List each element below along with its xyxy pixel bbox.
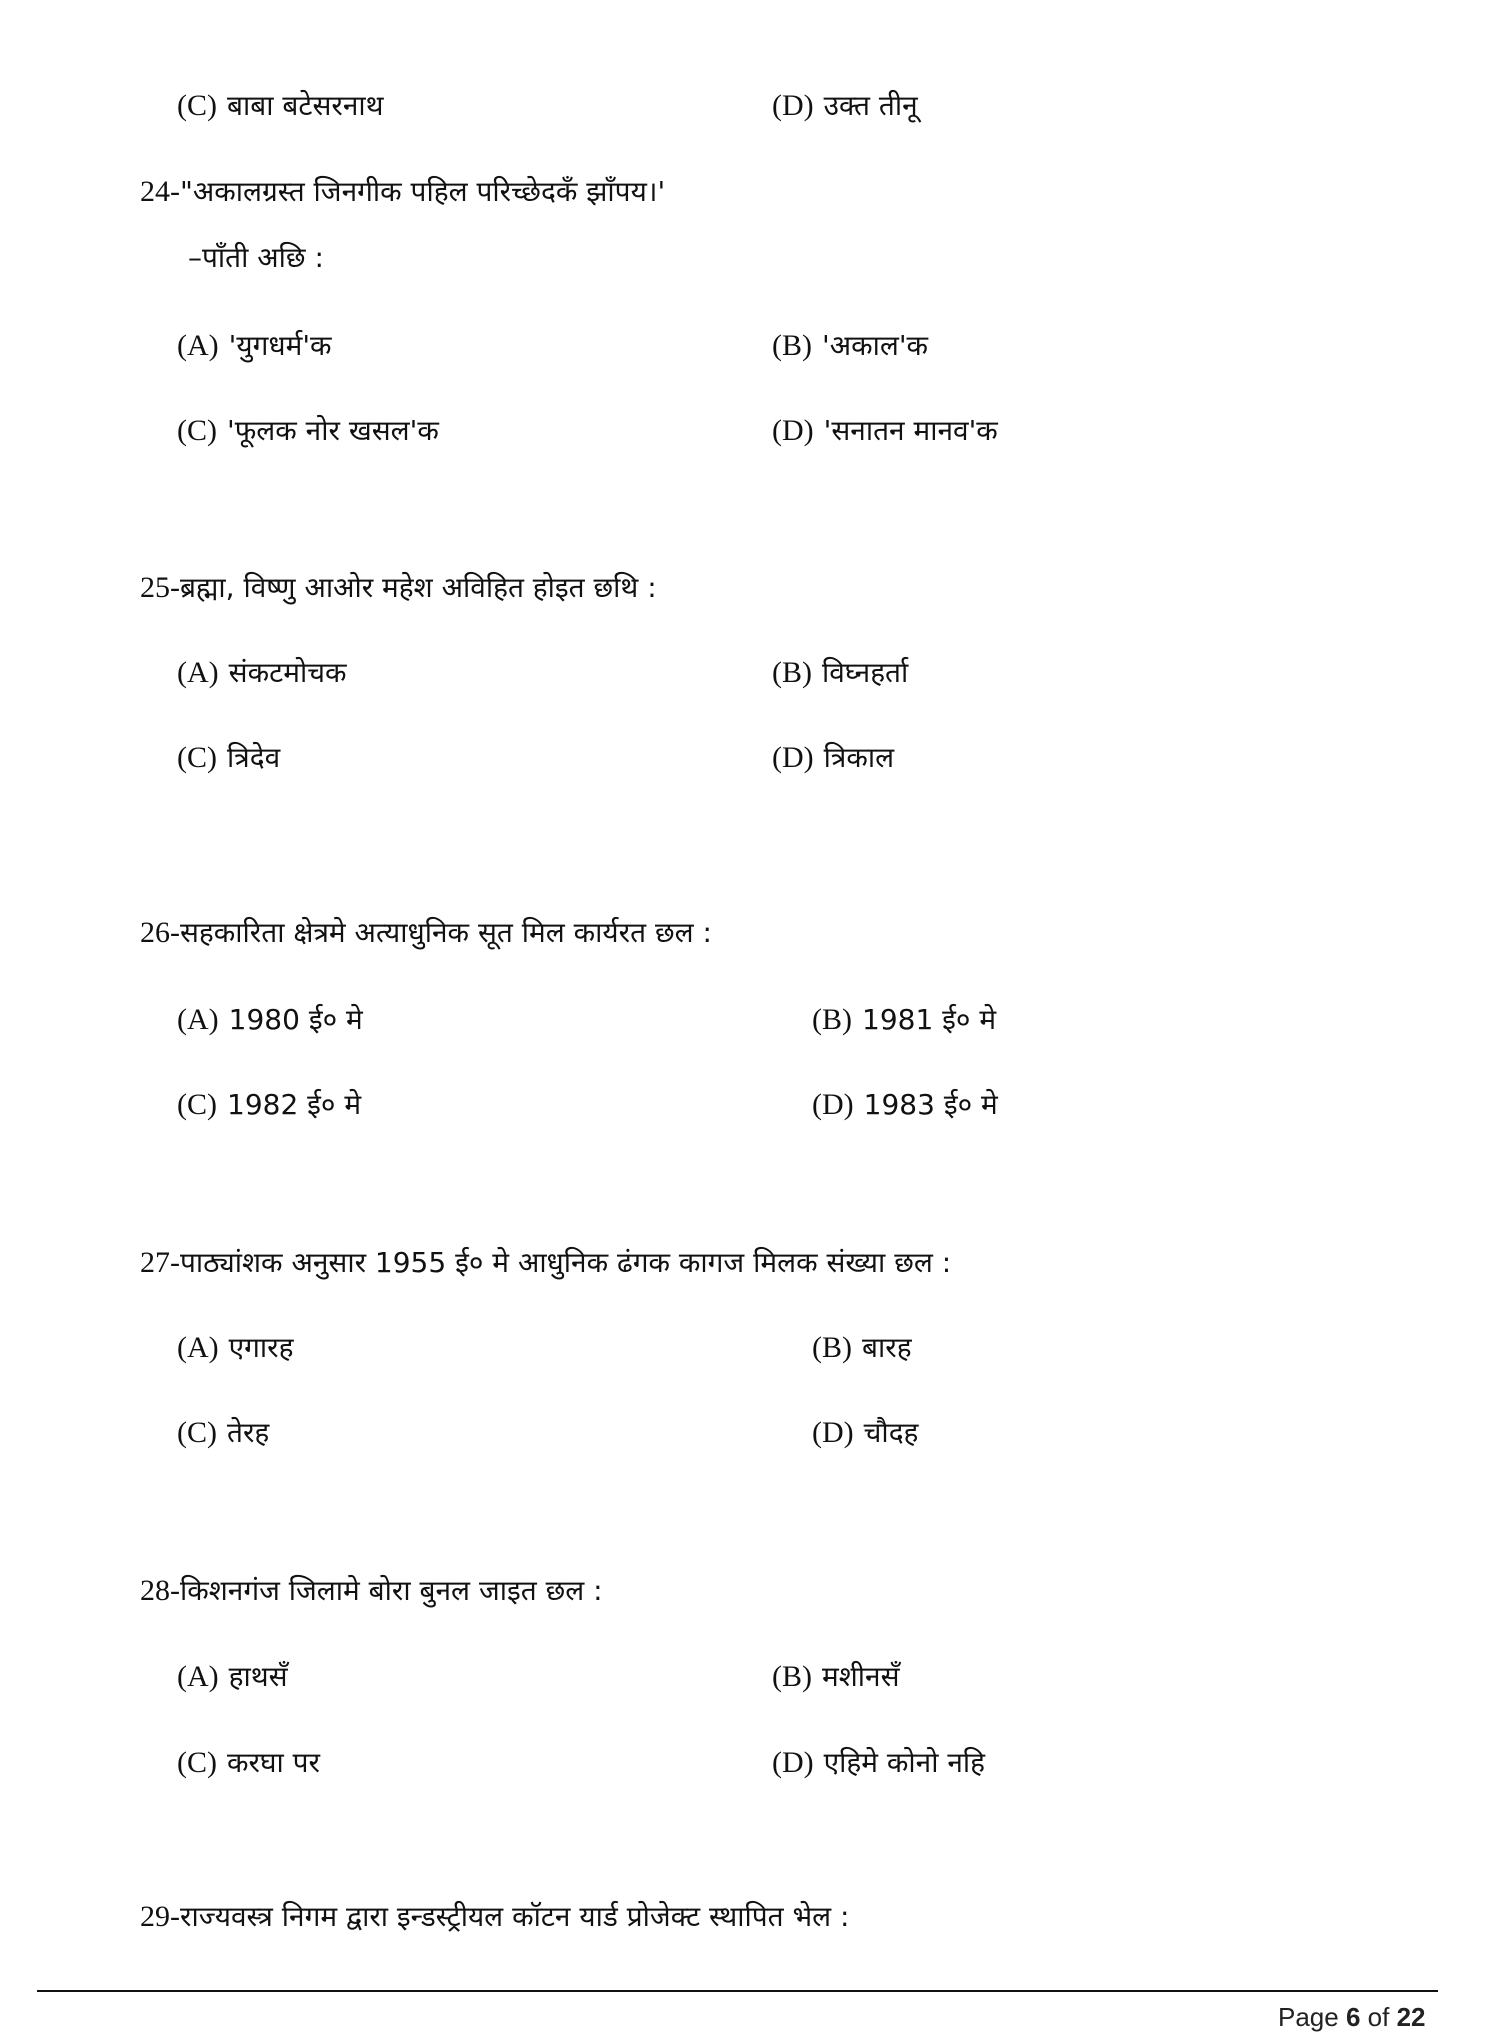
footer-divider	[37, 1990, 1438, 1992]
option-label: (A)	[177, 329, 219, 362]
question-subtext: –पाँती अछि :	[188, 241, 324, 274]
question-text: ब्रह्मा, विष्णु आओर महेश अविहित होइत छथि :	[180, 571, 657, 604]
option-c	[177, 1085, 361, 1125]
option-label: (C)	[177, 741, 217, 774]
question-text: राज्यवस्त्र निगम द्वारा इन्डस्ट्रीयल कॉटन यार्ड प्रोजेक्ट स्थापित भेल :	[180, 1900, 850, 1933]
option-text: एहिमे कोनो नहि	[823, 1746, 986, 1779]
option-text: हाथसँ	[228, 1660, 288, 1693]
option-text: एगारह	[228, 1331, 294, 1364]
option-label: (A)	[177, 1331, 219, 1364]
option-label: (D)	[772, 414, 814, 447]
option-label: (D)	[772, 89, 814, 122]
option-text: 'अकाल'क	[822, 329, 929, 362]
question-number: 27-	[140, 1246, 180, 1279]
option-label: (C)	[177, 1416, 217, 1449]
page-number	[1278, 2002, 1426, 2033]
option-text: 'युगधर्म'क	[228, 329, 332, 362]
option-d	[812, 1413, 918, 1453]
option-b	[812, 1328, 912, 1368]
option-text: 1982 ई० मे	[227, 1088, 362, 1121]
option-label: (C)	[177, 414, 217, 447]
question-text: किशनगंज जिलामे बोरा बुनल जाइत छल :	[180, 1574, 603, 1607]
option-d	[772, 411, 998, 451]
option-text: बाबा बटेसरनाथ	[227, 89, 384, 122]
option-label: (B)	[812, 1003, 852, 1036]
option-b	[772, 326, 928, 366]
question-number: 26-	[140, 916, 180, 949]
question-number: 28-	[140, 1574, 180, 1607]
option-text: 1983 ई० मे	[863, 1088, 998, 1121]
option-text: उक्त तीनू	[823, 89, 918, 122]
question-28	[140, 1571, 603, 1611]
question-text: सहकारिता क्षेत्रमे अत्याधुनिक सूत मिल कार्यरत छल :	[180, 916, 712, 949]
question-26	[140, 913, 712, 953]
option-label: (A)	[177, 1003, 219, 1036]
option-text: विघ्नहर्ता	[822, 656, 909, 689]
option-d	[772, 1743, 985, 1783]
option-label: (D)	[812, 1088, 854, 1121]
option-text: चौदह	[863, 1416, 919, 1449]
option-label: (D)	[812, 1416, 854, 1449]
option-label: (B)	[772, 1660, 812, 1693]
option-label: (C)	[177, 89, 217, 122]
option-text: 'फूलक नोर खसल'क	[227, 414, 439, 447]
option-text: 1980 ई० मे	[228, 1003, 363, 1036]
option-text: करघा पर	[227, 1746, 321, 1779]
option-c	[177, 738, 280, 778]
option-c	[177, 411, 439, 451]
option-a	[177, 326, 332, 366]
current-page: 6	[1345, 2002, 1361, 2032]
page-prefix: Page	[1278, 2002, 1339, 2032]
question-29	[140, 1897, 849, 1937]
option-a	[177, 1000, 363, 1040]
option-text: 'सनातन मानव'क	[823, 414, 998, 447]
option-label: (B)	[772, 656, 812, 689]
option-text: बारह	[862, 1331, 912, 1364]
question-text: "अकालग्रस्त जिनगीक पहिल परिच्छेदकँ झाँपय।'	[180, 175, 666, 208]
option-text: 1981 ई० मे	[862, 1003, 997, 1036]
option-a	[177, 1657, 288, 1697]
option-label: (D)	[772, 1746, 814, 1779]
question-number: 29-	[140, 1900, 180, 1933]
option-label: (A)	[177, 656, 219, 689]
option-label: (B)	[812, 1331, 852, 1364]
option-d	[772, 86, 918, 126]
option-label: (C)	[177, 1088, 217, 1121]
question-27	[140, 1243, 951, 1283]
question-24	[140, 172, 665, 212]
option-a	[177, 653, 346, 693]
option-d	[812, 1085, 998, 1125]
total-pages: 22	[1396, 2002, 1426, 2032]
option-text: मशीनसँ	[822, 1660, 900, 1693]
question-number: 25-	[140, 571, 180, 604]
option-c	[177, 1743, 320, 1783]
option-b	[772, 1657, 900, 1697]
question-number: 24-	[140, 175, 180, 208]
option-text: संकटमोचक	[228, 656, 347, 689]
option-b	[812, 1000, 996, 1040]
option-label: (D)	[772, 741, 814, 774]
of-label: of	[1367, 2002, 1390, 2032]
option-label: (B)	[772, 329, 812, 362]
option-text: तेरह	[227, 1416, 270, 1449]
option-text: त्रिदेव	[227, 741, 281, 774]
question-25	[140, 568, 657, 608]
option-c	[177, 1413, 269, 1453]
question-24-subtext	[188, 238, 324, 278]
option-label: (C)	[177, 1746, 217, 1779]
option-b	[772, 653, 908, 693]
option-label: (A)	[177, 1660, 219, 1693]
option-d	[772, 738, 894, 778]
option-c	[177, 86, 384, 126]
question-text: पाठ्यांशक अनुसार 1955 ई० मे आधुनिक ढंगक कागज मिलक संख्या छल :	[180, 1246, 952, 1279]
option-text: त्रिकाल	[823, 741, 895, 774]
option-a	[177, 1328, 293, 1368]
